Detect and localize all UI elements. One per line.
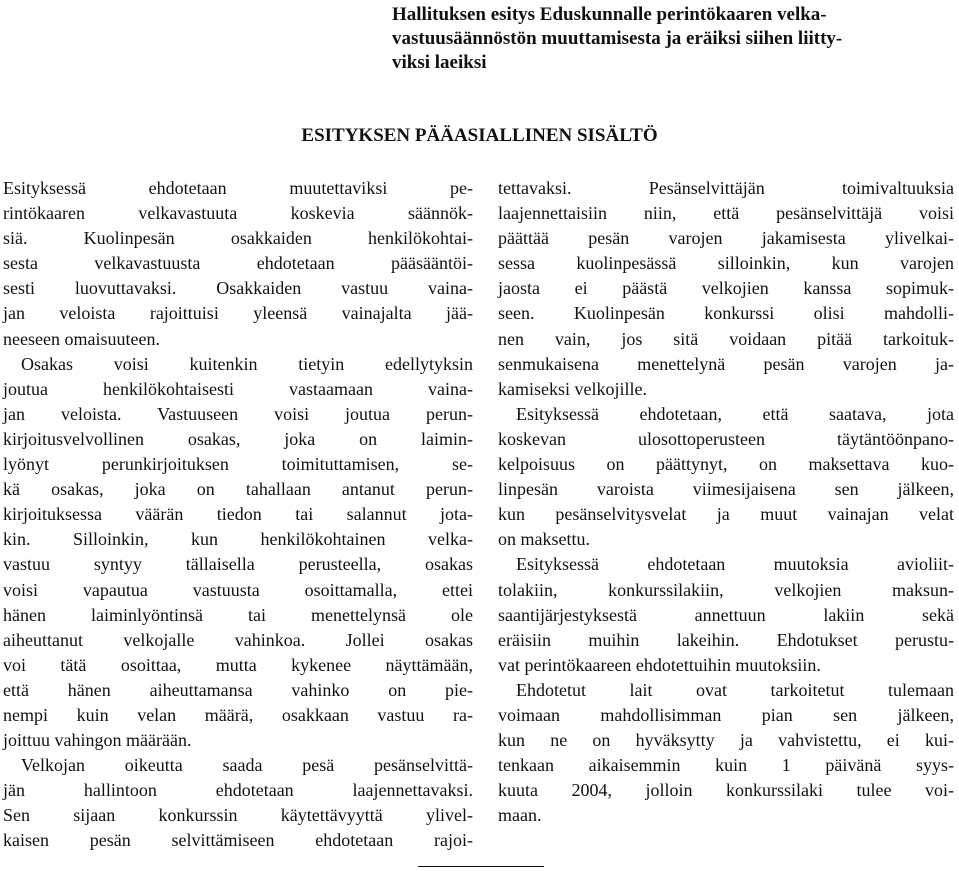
text-line: joutua henkilökohtaisesti vastaamaan vaina- bbox=[3, 378, 473, 399]
text-line: kamiseksi velkojille. bbox=[498, 378, 647, 399]
text-line: Esityksessä ehdotetaan muutettaviksi pe- bbox=[3, 178, 473, 198]
text-line: Sen sijaan konkurssin käytettävyyttä ylivel- bbox=[3, 805, 473, 826]
text-line: joittuu vahingon määrään. bbox=[3, 730, 192, 751]
text-line: jan veloista. Vastuuseen voisi joutua perun- bbox=[3, 403, 473, 424]
text-line: jän hallintoon ehdotetaan laajennettavaksi. bbox=[3, 780, 473, 801]
text-line: sesti luovuttavaksi. Osakkaiden vastuu vaina- bbox=[3, 278, 473, 299]
text-line: että hänen aiheuttamansa vahinko on pie- bbox=[3, 679, 473, 700]
text-line: linpesän varoista viimesijaisena sen jälkeen, bbox=[498, 479, 954, 500]
text-line: on maksettu. bbox=[498, 529, 590, 550]
text-line: aiheuttanut velkojalle vahinkoa. Jollei osakas bbox=[3, 629, 473, 650]
text-line: hänen laiminlyöntinsä tai menettelynsä ole bbox=[3, 604, 473, 625]
text-line: kirjoitusvelvollinen osakas, joka on laimin- bbox=[3, 428, 473, 449]
text-line: sessa kuolinpesässä silloinkin, kun varojen bbox=[498, 253, 954, 274]
text-line: tettavaksi. Pesänselvittäjän toimivaltuuksia bbox=[498, 178, 954, 198]
text-line: lyönyt perunkirjoituksen toimituttamisen, se- bbox=[3, 454, 473, 475]
text-line: kirjoituksessa väärän tiedon tai salannut jota- bbox=[3, 504, 473, 525]
title-line: Hallituksen esitys Eduskunnalle perintökaaren velka- bbox=[392, 4, 827, 25]
text-line: tenkaan aikaisemmin kuin 1 päivänä syys- bbox=[498, 755, 954, 776]
text-line: Ehdotetut lait ovat tarkoitetut tulemaan bbox=[516, 679, 954, 700]
text-line: laajennettaisiin niin, että pesänselvittäjä voisi bbox=[498, 203, 954, 224]
text-line: sesta velkavastuusta ehdotetaan pääsääntöi- bbox=[3, 253, 473, 274]
footnote-divider bbox=[418, 866, 544, 867]
text-line: senmukaisena menettelynä pesän varojen ja- bbox=[498, 353, 954, 374]
text-line: saantijärjestyksestä annettuun lakiin sekä bbox=[498, 604, 954, 625]
text-line: nempi kuin velan määrä, osakkaan vastuu ra- bbox=[3, 704, 473, 725]
text-line: rintökaaren velkavastuuta koskevia säännök- bbox=[3, 203, 473, 224]
text-line: nen vain, jos sitä voidaan pitää tarkoituk- bbox=[498, 328, 954, 349]
text-line: päättää pesän varojen jakamisesta ylivelkai- bbox=[498, 228, 954, 249]
text-line: kä osakas, joka on tahallaan antanut perun- bbox=[3, 479, 473, 500]
text-line: seen. Kuolinpesän konkurssi olisi mahdolli- bbox=[498, 303, 954, 324]
document-title bbox=[392, 3, 952, 75]
title-line: viksi laeiksi bbox=[392, 52, 487, 73]
text-line: kelpoisuus on päättynyt, on maksettava kuo- bbox=[498, 454, 954, 475]
text-line: jan veloista rajoittuisi yleensä vainajalta jää- bbox=[3, 303, 473, 324]
right-column bbox=[498, 176, 954, 828]
text-line: kuuta 2004, jolloin konkurssilaki tulee voi- bbox=[498, 780, 954, 801]
title-line: vastuusäännöstön muuttamisesta ja eräiksi siihen liitty- bbox=[392, 28, 843, 49]
text-line: Osakas voisi kuitenkin tietyin edellytyksin bbox=[21, 353, 473, 374]
text-line: koskevan ulosottoperusteen täytäntöönpano- bbox=[498, 428, 954, 449]
left-column bbox=[3, 176, 473, 854]
text-line: Esityksessä ehdotetaan, että saatava, jota bbox=[516, 403, 954, 424]
text-line: voimaan mahdollisimman pian sen jälkeen, bbox=[498, 704, 954, 725]
text-line: voisi vapautua vastuusta osoittamalla, ettei bbox=[3, 579, 473, 600]
text-line: Velkojan oikeutta saada pesä pesänselvittä- bbox=[21, 755, 473, 776]
text-line: neeseen omaisuuteen. bbox=[3, 328, 160, 349]
text-line: kun pesänselvitysvelat ja muut vainajan velat bbox=[498, 504, 954, 525]
text-line: kun ne on hyväksytty ja vahvistettu, ei kui- bbox=[498, 730, 954, 751]
text-line: tolakiin, konkurssilakiin, velkojien maksun- bbox=[498, 579, 954, 600]
text-line: voi tätä osoittaa, mutta kykenee näyttämään, bbox=[3, 654, 473, 675]
text-line: eräisiin muihin lakeihin. Ehdotukset perustu- bbox=[498, 629, 954, 650]
section-heading: ESITYKSEN PÄÄASIALLINEN SISÄLTÖ bbox=[301, 125, 658, 146]
text-line: vat perintökaareen ehdotettuihin muutoksiin. bbox=[498, 654, 821, 675]
text-line: jaosta ei päästä velkojien kanssa sopimuk- bbox=[498, 278, 954, 299]
text-line: siä. Kuolinpesän osakkaiden henkilökohtai- bbox=[3, 228, 473, 249]
text-line: kin. Silloinkin, kun henkilökohtainen velka- bbox=[3, 529, 473, 550]
text-line: vastuu syntyy tällaisella perusteella, osakas bbox=[3, 554, 473, 575]
text-line: maan. bbox=[498, 805, 542, 826]
text-line: kaisen pesän selvittämiseen ehdotetaan rajoi- bbox=[3, 830, 473, 851]
text-line: Esityksessä ehdotetaan muutoksia avioliit- bbox=[516, 554, 954, 575]
